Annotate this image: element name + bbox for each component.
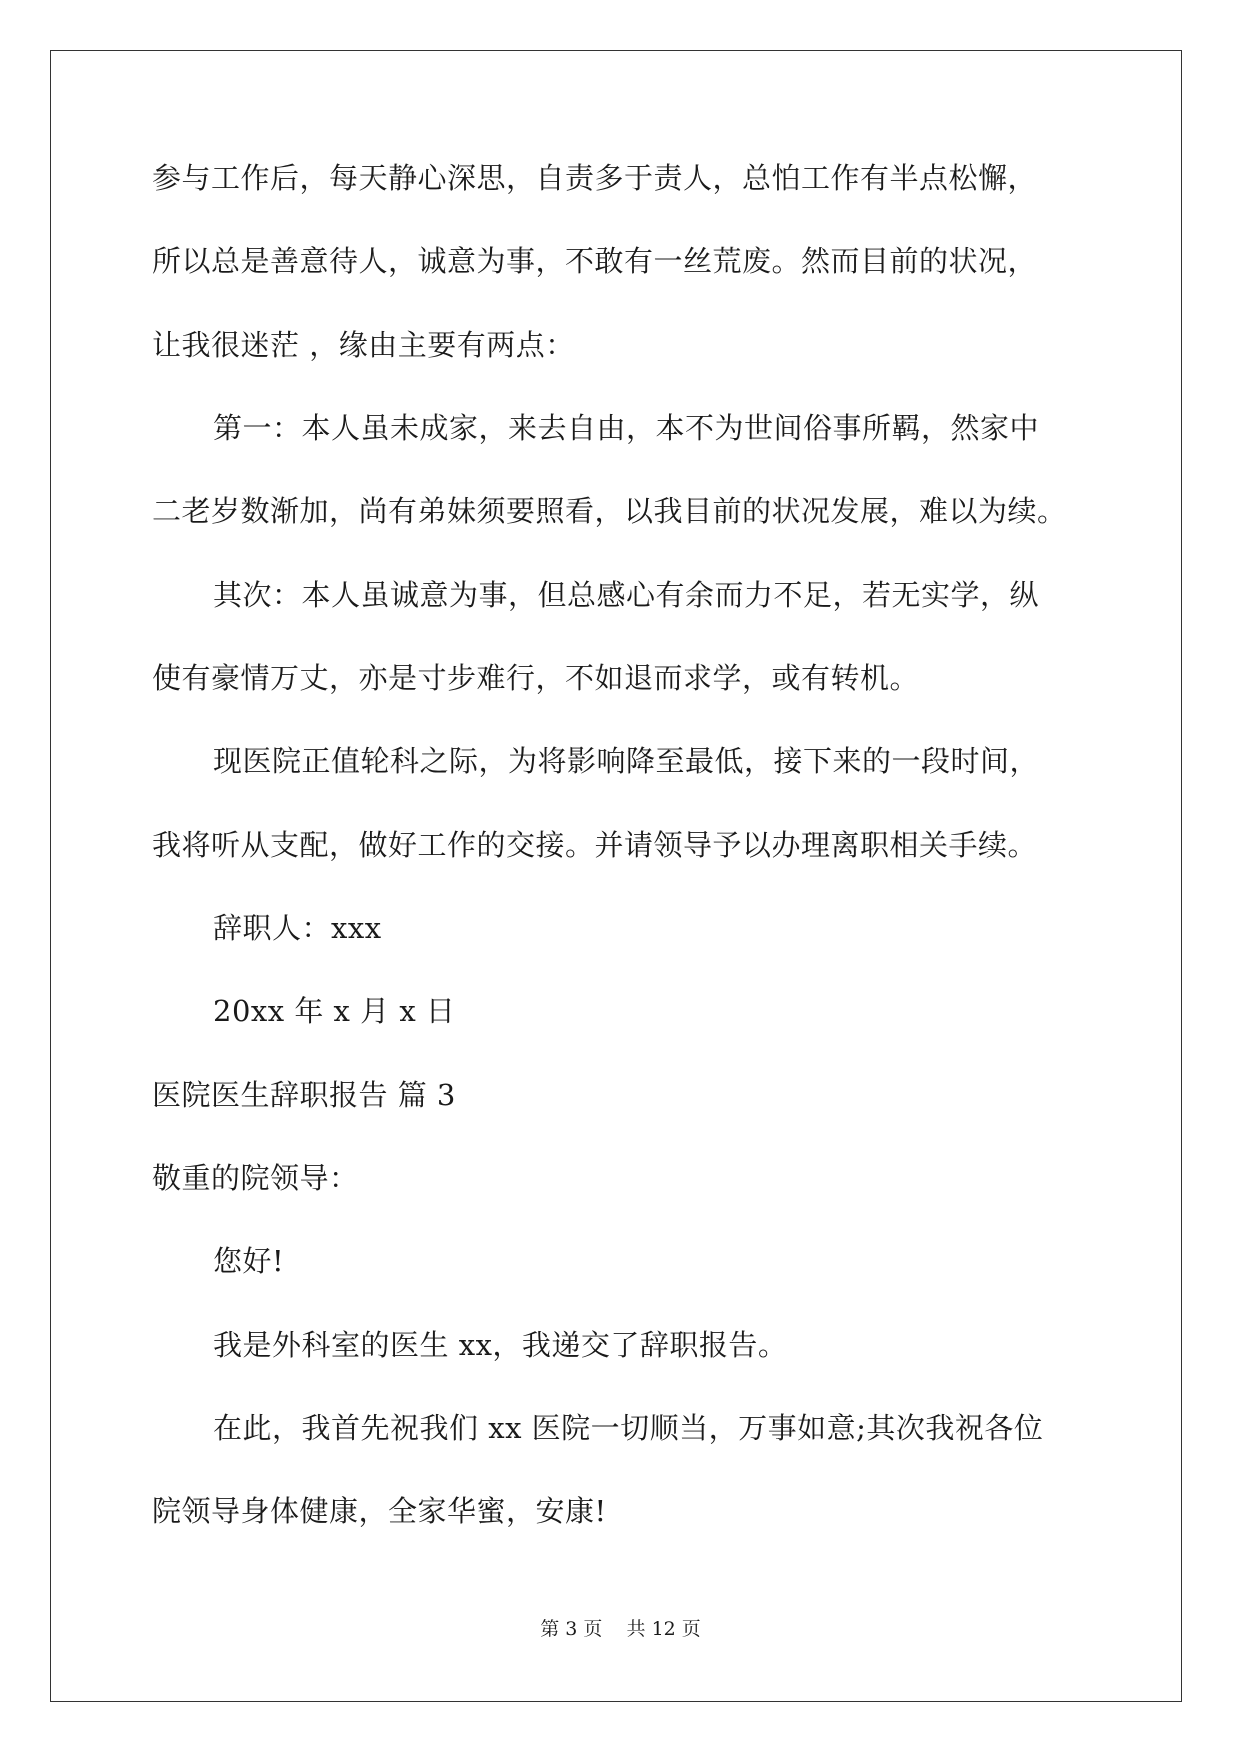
signature-name: 辞职人：xxx	[213, 911, 382, 945]
signature-date: 20xx 年 x 月 x 日	[213, 994, 456, 1028]
salutation: 敬重的院领导：	[152, 1161, 359, 1195]
section-heading: 医院医生辞职报告 篇 3	[152, 1078, 456, 1112]
page-border	[50, 50, 1182, 1702]
paragraph-3-line-1: 其次：本人虽诚意为事，但总感心有余而力不足，若无实学，纵	[213, 578, 1040, 612]
paragraph-1-line-2: 所以总是善意待人，诚意为事，不敢有一丝荒废。然而目前的状况，	[152, 244, 1038, 278]
paragraph-1-line-1: 参与工作后，每天静心深思，自责多于责人，总怕工作有半点松懈，	[152, 161, 1038, 195]
paragraph-4-line-1: 现医院正值轮科之际，为将影响降至最低，接下来的一段时间，	[213, 744, 1040, 778]
paragraph-4-line-2: 我将听从支配，做好工作的交接。并请领导予以办理离职相关手续。	[152, 828, 1038, 862]
paragraph-3-line-2: 使有豪情万丈，亦是寸步难行，不如退而求学，或有转机。	[152, 661, 920, 695]
paragraph-6-line-2: 院领导身体健康，全家华蜜，安康!	[152, 1494, 607, 1528]
paragraph-6-line-1: 在此，我首先祝我们 xx 医院一切顺当，万事如意;其次我祝各位	[213, 1411, 1044, 1445]
page-number-footer: 第 3 页 共 12 页	[540, 1618, 701, 1640]
paragraph-2-line-1: 第一：本人虽未成家，来去自由，本不为世间俗事所羁，然家中	[213, 411, 1040, 445]
paragraph-5-line-1: 我是外科室的医生 xx，我递交了辞职报告。	[213, 1328, 788, 1362]
greeting: 您好!	[213, 1244, 285, 1278]
paragraph-1-line-3: 让我很迷茫 ，缘由主要有两点：	[152, 328, 575, 362]
paragraph-2-line-2: 二老岁数渐加，尚有弟妹须要照看，以我目前的状况发展，难以为续。	[152, 494, 1067, 528]
